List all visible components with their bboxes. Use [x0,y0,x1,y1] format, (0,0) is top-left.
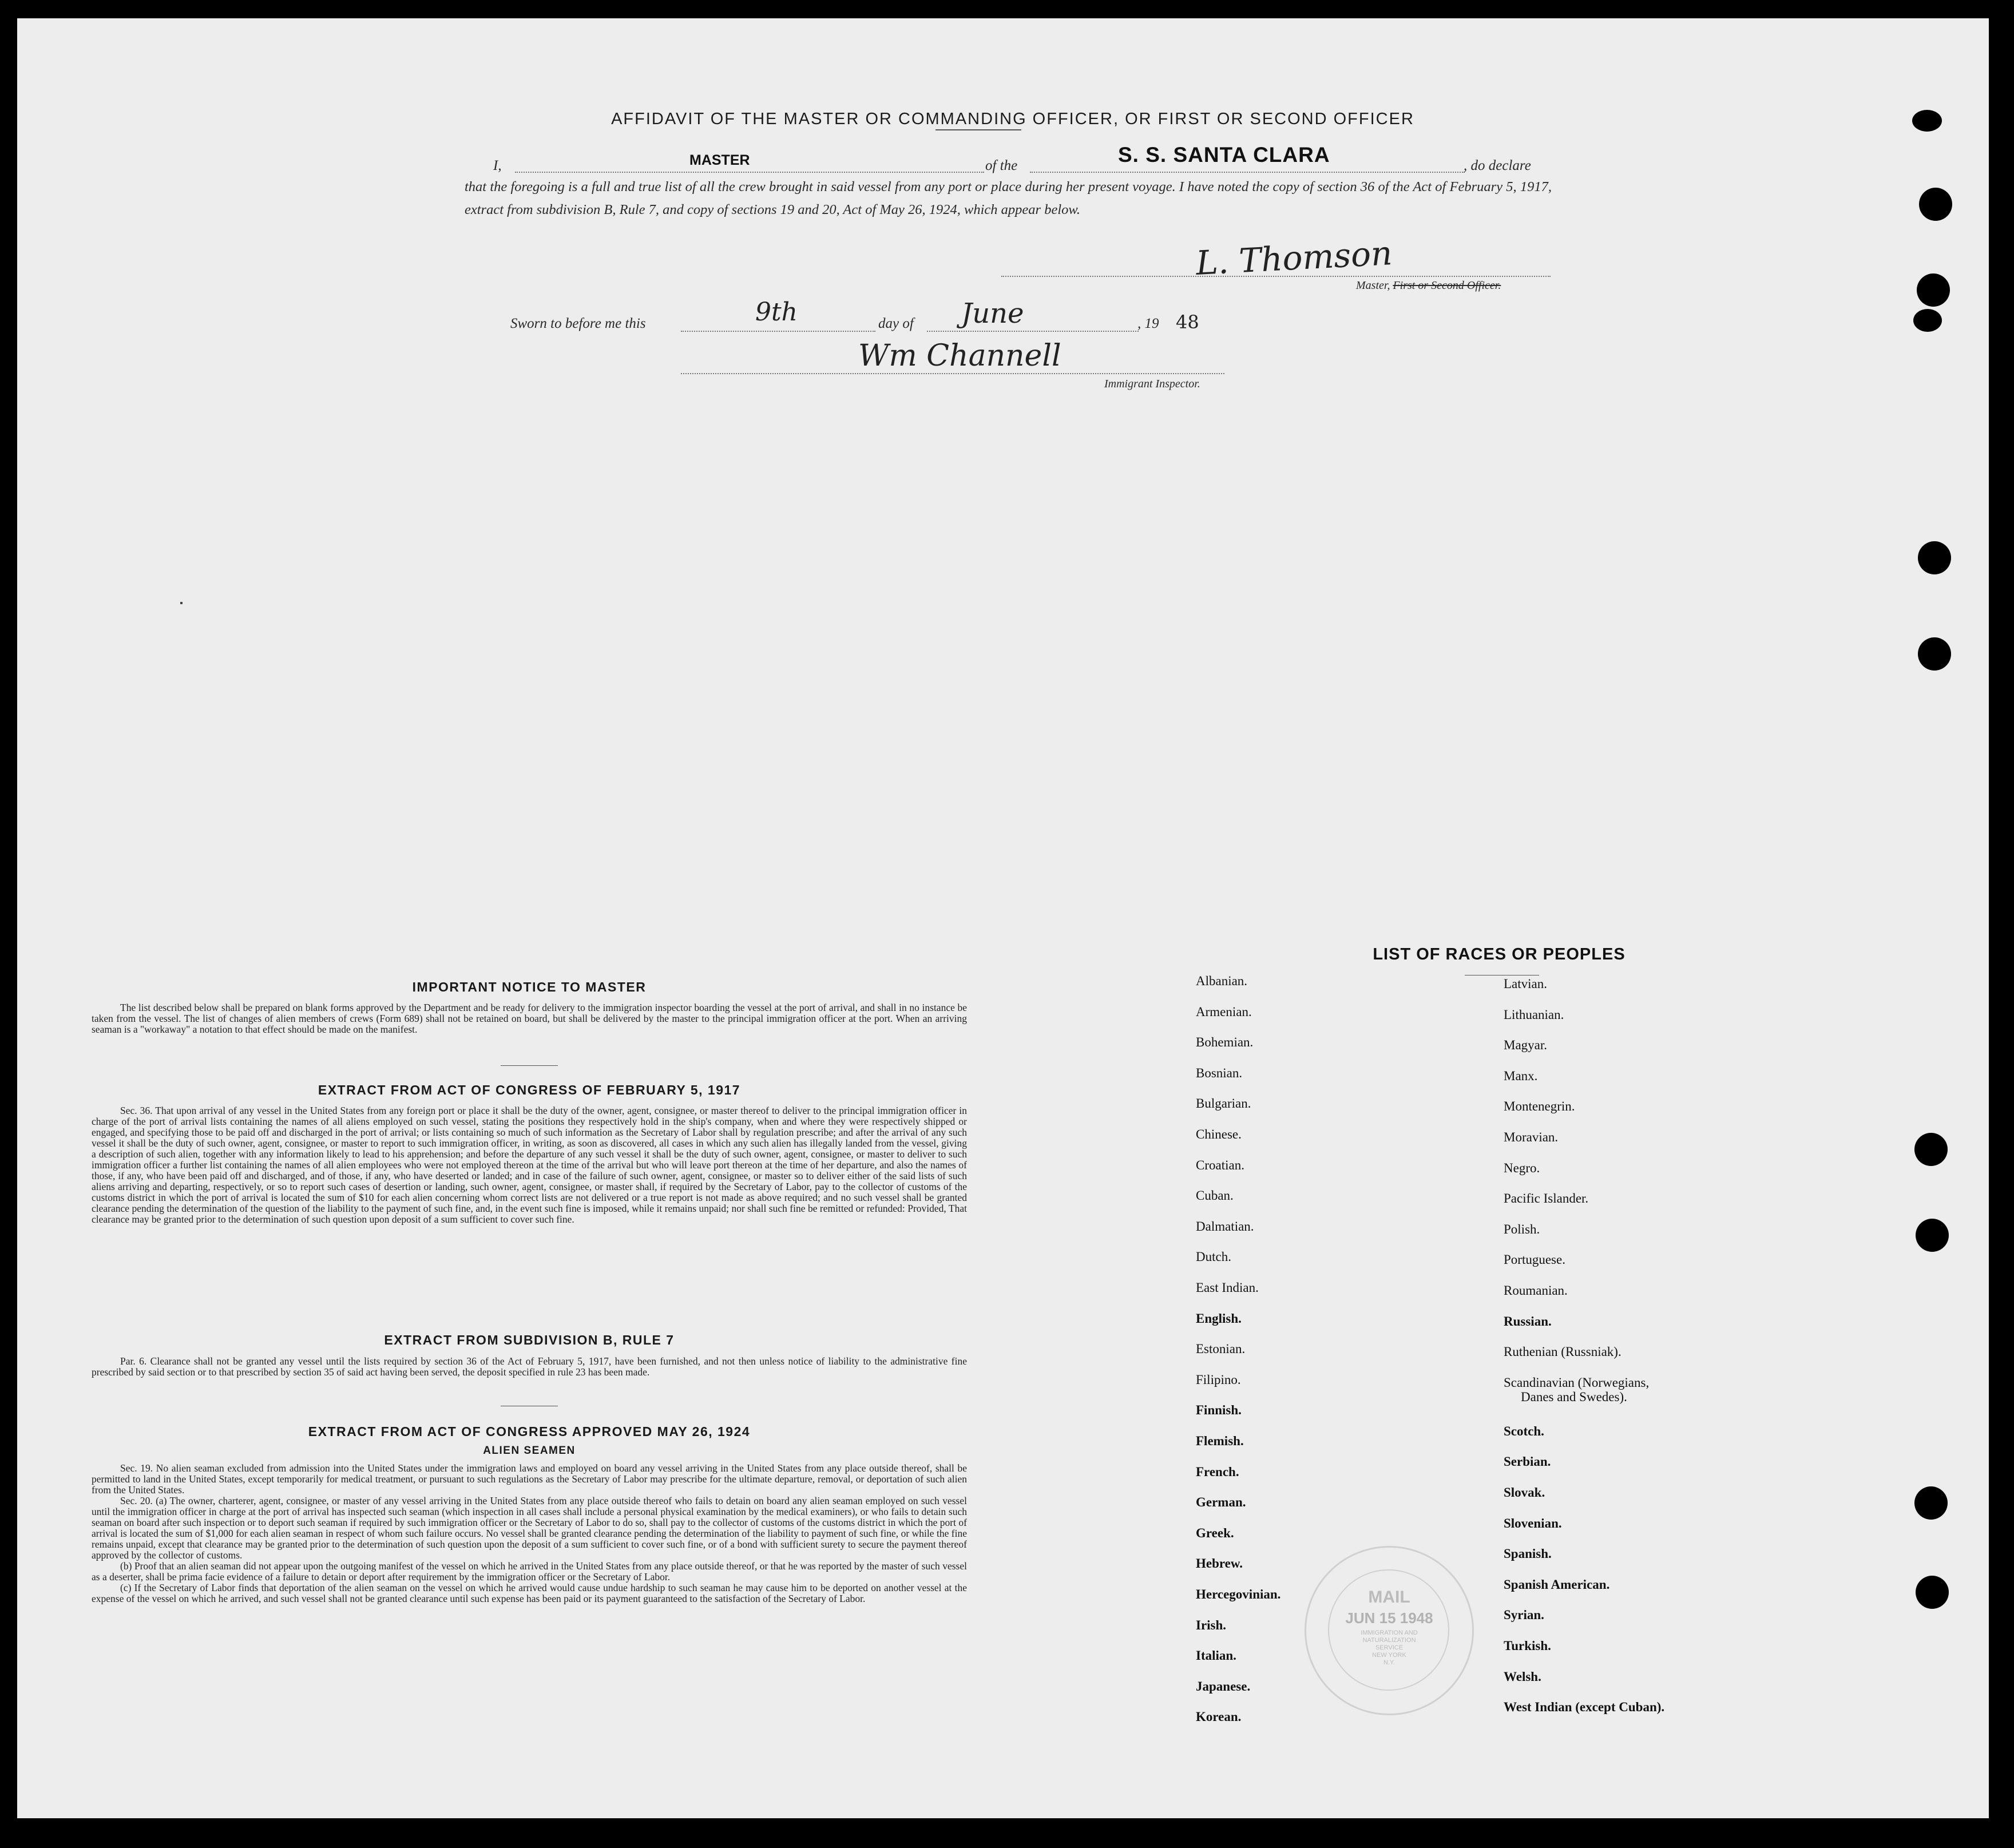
master-signature-line [1001,276,1551,277]
section-20b-text: (b) Proof that an alien seaman did not appear upon the outgoing manifest of the vessel on which he arrived in the United States from any place outside thereof, or that he was reported by the master of such vessel as a deserter, shall be prima facie evidence of a failure to detain or deport after requirement by the immigration officer or the Secretary of Labor. [92,1560,967,1583]
binder-hole [1919,188,1952,221]
stamp-line-1: IMMIGRATION AND [1361,1629,1418,1636]
race-item: Serbian. [1504,1454,1551,1469]
race-item: Roumanian. [1504,1283,1568,1298]
race-item: Bohemian. [1196,1035,1254,1050]
stamp-line-2: NATURALIZATION [1362,1637,1416,1644]
race-item: West Indian (except Cuban). [1504,1700,1665,1715]
sworn-month-line [927,331,1139,332]
binder-hole [1913,309,1942,332]
race-item: Spanish American. [1504,1577,1610,1592]
race-item: Lithuanian. [1504,1007,1564,1022]
race-item: Hercegovinian. [1196,1587,1281,1601]
race-item: Portuguese. [1504,1252,1565,1267]
alien-seamen-subtitle: ALIEN SEAMEN [483,1445,576,1457]
vessel-value: S. S. SANTA CLARA [1118,143,1330,166]
race-item: Manx. [1504,1068,1538,1083]
race-item: Negro. [1504,1160,1540,1175]
race-item: Polish. [1504,1222,1540,1236]
stamp-line-4: NEW YORK [1372,1652,1406,1659]
race-item: Japanese. [1196,1679,1251,1694]
document-page [17,18,1989,1818]
race-item: Chinese. [1196,1127,1242,1141]
binder-hole [1914,1486,1948,1520]
master-caption: Master, First or Second Officer. [1356,279,1501,292]
race-item: Bulgarian. [1196,1096,1251,1111]
race-item: East Indian. [1196,1280,1259,1295]
notice-title: IMPORTANT NOTICE TO MASTER [412,979,647,994]
i-label: I, [493,158,502,173]
race-item: Armenian. [1196,1004,1252,1019]
race-item: Greek. [1196,1525,1234,1540]
do-declare-label: , do declare [1464,158,1531,173]
race-item: Latvian. [1504,977,1547,991]
binder-hole [1918,637,1951,671]
inspector-caption: Immigrant Inspector. [1104,378,1200,390]
race-item: Albanian. [1196,974,1248,988]
affidavit-title: AFFIDAVIT OF THE MASTER OR COMMANDING OFFICER, OR FIRST OR SECOND OFFICER [611,110,1414,128]
race-item: Estonian. [1196,1342,1246,1357]
race-item: Hebrew. [1196,1556,1243,1571]
race-item: German. [1196,1495,1246,1510]
race-item: Filipino. [1196,1372,1241,1387]
races-title: LIST OF RACES OR PEOPLES [1373,945,1626,963]
binder-hole [1912,110,1942,132]
race-item: Ruthenian (Russniak). [1504,1345,1621,1359]
section-20a-text: Sec. 20. (a) The owner, charterer, agent, consignee, or master of any vessel arriving in the United States from any place outside thereof who fails to detain on board any alien seaman employed on such vessel until the immigration officer in charge at the port of arrival has inspected such seaman (which inspection in all cases shall include a personal physical examination by the medical examiners), or who fails to detain such seaman on board after such inspection or to deport such seaman if required by such immigration officer or the Secretary of Labor to do so, shall pay to the collector of customs of the customs district in which the port of arrival is located the sum of $1,000 for each alien seaman in respect of whom such failure occurs. No vessel shall be granted clearance pending the determination of the liability to payment of such fine, or while the fine remains unpaid, except that clearance may be granted prior to the determination of such question upon the deposit of a sum sufficient to cover such fine, or of a bond with sufficient surety to secure the payment thereof approved by the collector of customs. [92,1495,967,1561]
race-item: Flemish. [1196,1434,1244,1448]
race-item: Magyar. [1504,1038,1548,1053]
sworn-day-value: 9th [755,298,798,327]
race-item: Italian. [1196,1648,1236,1663]
notice-text: The list described below shall be prepared on blank forms approved by the Department and be ready for delivery to the immigration inspector boarding the vessel at the port of arrival, and shall in no instance be taken from the vessel. The list of changes of alien members of crews (Form 689) shall not be retained on board, but shall be delivered by the master to the principal immigration officer at the port. When an arriving seaman is a "workaway" a notation to that effect should be made on the manifest. [92,1002,967,1035]
mail-received-stamp [1305,1546,1474,1715]
extract-1924-text [92,1463,967,1604]
binder-hole [1918,541,1951,574]
race-item: Scotch. [1504,1423,1544,1438]
race-item: Turkish. [1504,1639,1551,1653]
stamp-mail: MAIL [1368,1588,1410,1607]
extract-1917-text: Sec. 36. That upon arrival of any vessel in the United States from any foreign port or place it shall be the duty of the owner, agent, consignee, or master thereof to deliver to the principal immigration officer in charge of the port of arrival lists containing the names of all aliens employed on such vessel, stating the positions they respectively hold in the ship's company, when and where they were respectively shipped or engaged, and specifying those to be paid off and discharged in the port of arrival; or lists containing so much of such information as the Secretary of Labor shall by regulation prescribe; and after the arrival of any such vessel it shall be the duty of such owner, agent, consignee, or master to report to such immigration officer, in writing, as soon as discovered, all cases in which any such alien has illegally landed from the vessel, giving a description of such alien, together with any information likely to lead to his apprehension; and before the departure of any such vessel it shall be the duty of such owner, agent, consignee, or master to deliver to such immigration officer a further list containing the names of all alien employees who were not employed thereon at the time of the arrival but who will leave port thereon at the time of her departure, and also the names of those, if any, who have been paid off and discharged, and of those, if any, who have deserted or landed; and in case of the failure of such owner, agent, consignee, or master so to deliver either of the said lists of such aliens arriving and departing, respectively, or so to report such cases of desertion or landing, such owner, agent, consignee, or master shall, if required by the Secretary of Labor, pay to the collector of customs of the customs district in which the port of arrival is located the sum of $10 for each alien concerning whom correct lists are not delivered or a true report is not made as above required; and no such vessel shall be granted clearance pending the determination of the question of the liability to the payment of such fine, and, in the event such fine is imposed, while it remains unpaid; nor shall such fine be remitted or refunded: Provided, That clearance may be granted prior to the determination of such question upon deposit of a sum sufficient to cover such fine. [92,1105,967,1225]
inspector-signature-line [681,373,1224,374]
section-19-text: Sec. 19. No alien seaman excluded from admission into the United States under the immigration laws and employed on board any vessel arriving in the United States from any place outside thereof, shall be permitted to land in the United States, except temporarily for medical treatment, or pursuant to such regulations as the Secretary of Labor may prescribe for the ultimate departure, removal, or deportation of such alien from the United States. [92,1462,967,1496]
race-item: Spanish. [1504,1546,1552,1561]
binder-hole [1916,1219,1949,1252]
race-item: Moravian. [1504,1130,1559,1144]
title-divider [935,129,1021,130]
year-prefix: , 19 [1137,316,1159,331]
race-item: Slovenian. [1504,1516,1562,1530]
extract-1917-title: EXTRACT FROM ACT OF CONGRESS OF FEBRUARY 5, 1917 [318,1082,741,1097]
sworn-day-line [681,331,875,332]
master-signature: L. Thomson [1195,233,1393,283]
race-item: Dutch. [1196,1250,1231,1264]
race-item: Welsh. [1504,1669,1541,1684]
rank-line [515,172,984,173]
vessel-line [1030,172,1465,173]
race-item: Croatian. [1196,1157,1244,1172]
race-item: Russian. [1504,1314,1552,1329]
of-the-label: of the [985,158,1018,173]
race-item: English. [1196,1311,1242,1326]
race-item: French. [1196,1464,1239,1479]
race-item: Syrian. [1504,1608,1544,1623]
binder-hole [1917,273,1950,307]
race-item: Irish. [1196,1617,1227,1632]
stamp-date: JUN 15 1948 [1345,1609,1433,1627]
race-item: Slovak. [1504,1485,1545,1500]
extract-1924-title: EXTRACT FROM ACT OF CONGRESS APPROVED MAY 26, 1924 [308,1424,751,1439]
sworn-month-value: June [961,298,1024,330]
inspector-signature: Wm Channell [858,339,1061,373]
stamp-line-3: SERVICE [1375,1644,1404,1651]
race-item: Montenegrin. [1504,1099,1575,1114]
sworn-label: Sworn to before me this [510,316,646,331]
race-item: Korean. [1196,1710,1242,1724]
day-of-label: day of [878,316,914,331]
race-item: Dalmatian. [1196,1219,1254,1234]
race-item: Pacific Islander. [1504,1191,1589,1206]
race-item: Danes and Swedes). [1521,1389,1627,1404]
rank-value: MASTER [689,152,750,168]
rule-7-title: EXTRACT FROM SUBDIVISION B, RULE 7 [384,1333,675,1347]
rule-7-text: Par. 6. Clearance shall not be granted any vessel until the lists required by section 36 of the Act of February 5, 1917, have been furnished, and not then unless notice of liability to the administrative fine prescribed by said section or to that prescribed by section 35 of said act having been served, the deposit specified in rule 23 has been made. [92,1355,967,1378]
stray-mark [180,602,183,604]
notice-divider [501,1065,558,1066]
stamp-line-5: N.Y. [1383,1659,1395,1666]
race-item: Bosnian. [1196,1065,1243,1080]
binder-hole [1914,1133,1948,1166]
section-20c-text: (c) If the Secretary of Labor finds that deportation of the alien seaman on the vessel on which he arrived would cause undue hardship to such seaman he may cause him to be deported on another vessel at the expense of the vessel on which he arrived, and such vessel shall not be granted clearance until such expense has been paid or its payment guaranteed to the satisfaction of the Secretary of Labor. [92,1582,967,1604]
declaration-text: that the foregoing is a full and true list of all the crew brought in said vessel from any port or place during her present voyage. I have noted the copy of section 36 of the Act of February 5, 1917, extract from subdivision B, Rule 7, and copy of sections 19 and 20, Act of May 26, 1924, which appear below. [465,179,1552,217]
binder-hole [1916,1576,1949,1609]
year-suffix: 48 [1176,311,1199,333]
race-item: Scandinavian (Norwegians, [1504,1375,1650,1390]
race-item: Cuban. [1196,1188,1234,1203]
race-item: Finnish. [1196,1403,1242,1418]
